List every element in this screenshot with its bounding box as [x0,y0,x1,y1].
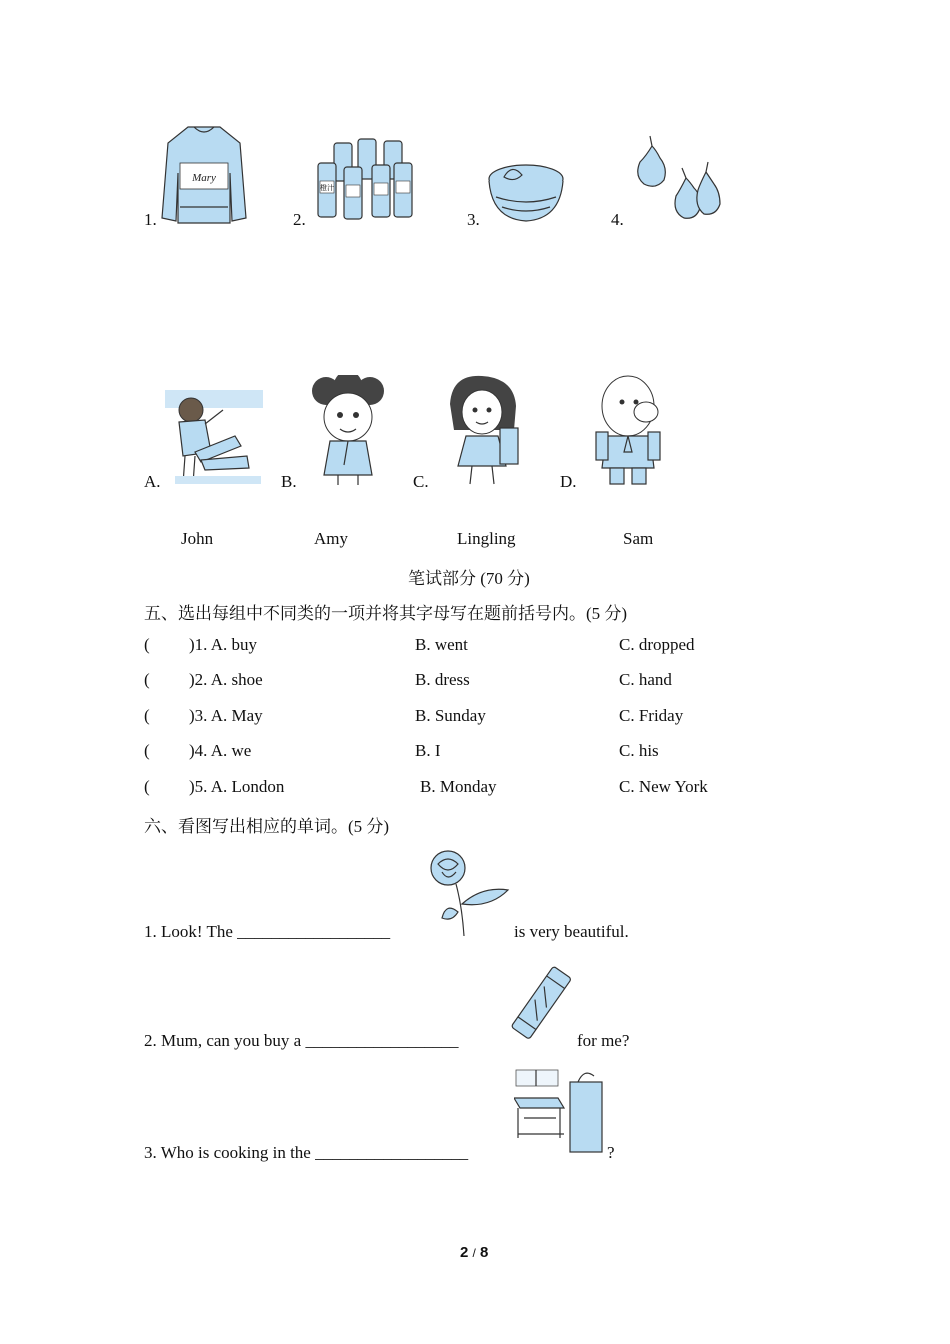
sam-picture [592,372,664,488]
bottle-label-text: 橙汁 [320,184,334,192]
name-amy: Amy [314,529,348,548]
answer-bracket-5[interactable]: ( [144,777,150,796]
answer-bracket-2[interactable]: ( [144,670,150,689]
question-2-option-c: C. hand [619,670,672,689]
question-3-option-b: B. Sunday [415,706,486,725]
question-4-option-a: )4. A. we [189,741,252,760]
question-2-option-a: )2. A. shoe [189,670,263,689]
section-6-title: 六、看图写出相应的单词。(5 分) [144,817,390,836]
current-page: 2 [460,1244,469,1261]
john-picture [165,390,263,486]
sweater-name-text: Mary [192,172,216,184]
person-label-c: C. [413,472,429,491]
fill-blank-3-end: ? [607,1143,615,1162]
crayon-picture [506,963,572,1049]
question-4-option-b: B. I [415,741,441,760]
lingling-picture [442,374,524,488]
fill-blank-3-text: 3. Who is cooking in the __________________ [144,1143,469,1162]
question-5-option-b: B. Monday [420,777,497,796]
answer-bracket-4[interactable]: ( [144,741,150,760]
picture-label-4: 4. [611,210,624,229]
pears-picture [632,132,724,224]
sweater-picture [160,123,248,228]
answer-bracket-3[interactable]: ( [144,706,150,725]
picture-label-2: 2. [293,210,306,229]
kitchen-picture [514,1068,606,1154]
page-separator: / [472,1246,476,1260]
fill-blank-1-end: is very beautiful. [514,922,629,941]
noodle-bowl-picture [486,157,566,227]
question-3-option-c: C. Friday [619,706,684,725]
question-5-option-a: )5. A. London [189,777,285,796]
person-label-d: D. [560,472,577,491]
fill-blank-2-end: for me? [577,1031,630,1050]
total-pages: 8 [480,1244,489,1261]
person-label-a: A. [144,472,161,491]
name-john: John [181,529,214,548]
name-lingling: Lingling [457,529,516,548]
section-5-title: 五、选出每组中不同类的一项并将其字母写在题前括号内。(5 分) [144,604,628,623]
question-1-option-c: C. dropped [619,635,695,654]
picture-label-1: 1. [144,210,157,229]
question-5-option-c: C. New York [619,777,708,796]
amy-picture [310,375,386,487]
written-test-title: 笔试部分 (70 分) [408,569,530,588]
person-label-b: B. [281,472,297,491]
fill-blank-1-text: 1. Look! The __________________ [144,922,391,941]
page-number [460,1244,488,1261]
question-2-option-b: B. dress [415,670,470,689]
juice-bottles-picture [314,133,414,223]
fill-blank-2-text: 2. Mum, can you buy a __________________ [144,1031,459,1050]
name-sam: Sam [623,529,654,548]
flower-picture [426,846,514,938]
answer-bracket-1[interactable]: ( [144,635,150,654]
question-3-option-a: )3. A. May [189,706,263,725]
picture-label-3: 3. [467,210,480,229]
question-1-option-b: B. went [415,635,468,654]
question-4-option-c: C. his [619,741,659,760]
question-1-option-a: )1. A. buy [189,635,257,654]
